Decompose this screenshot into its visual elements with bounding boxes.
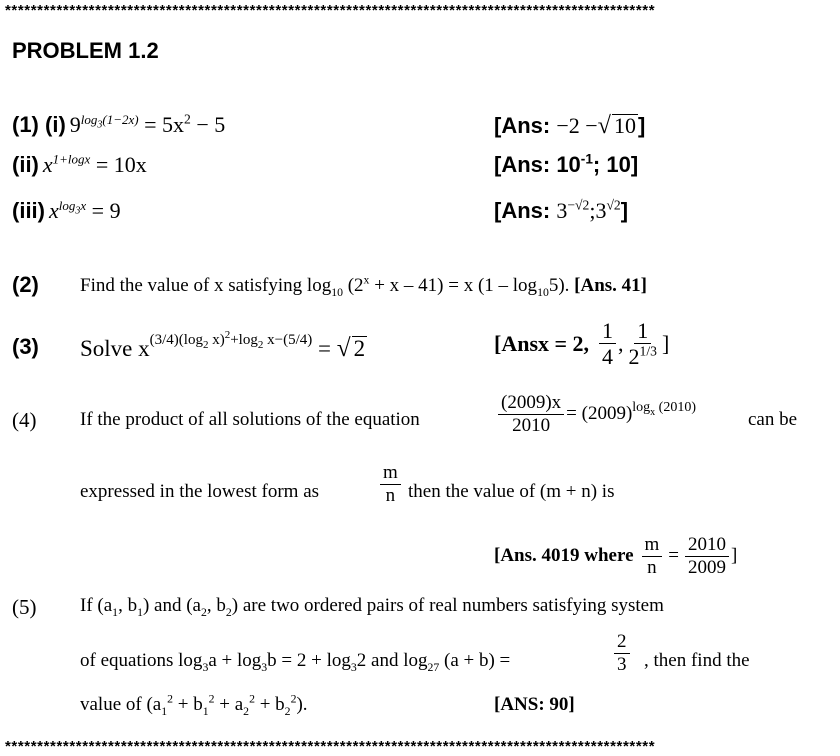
top-star-divider: *****************************************************************************************************: [5, 2, 656, 19]
problem-1-iii: [12, 198, 121, 224]
problem-5-line3: [80, 694, 308, 716]
problem-1-i-label: (1) (i): [12, 112, 66, 137]
ans-value: −2 −: [556, 113, 598, 138]
s2: 3: [261, 660, 268, 674]
ans-values: [556, 198, 620, 223]
s2: 1: [137, 605, 143, 619]
sub2: 10: [537, 285, 549, 299]
s1: 3: [202, 660, 209, 674]
problem-4-line2-a: expressed in the lowest form as: [80, 481, 320, 502]
fraction-2-3: [614, 631, 630, 676]
fraction-1-4: [599, 318, 616, 370]
problem-5-answer: [ANS: 90]: [494, 694, 575, 715]
problem-4-line2-b: then the value of (m + n) is: [408, 481, 615, 502]
t5: ).: [296, 694, 308, 715]
fraction-m-n: [380, 462, 401, 507]
ans-suffix: ]: [620, 198, 629, 223]
t2: a + log: [208, 650, 262, 671]
problem-1-iii-label: (iii): [12, 198, 45, 223]
den: [626, 344, 660, 369]
ans-prefix: [Ans:: [494, 198, 551, 223]
den-pow: 1/3: [639, 343, 657, 359]
s4: 2: [225, 605, 232, 619]
den: 2009: [688, 556, 727, 578]
ans-prefix: [Ans:: [494, 113, 551, 138]
close-bracket: ]: [731, 545, 738, 567]
rhs-pow: 2: [184, 111, 191, 127]
problem-1-ii-equation: [43, 152, 147, 177]
bottom-star-divider: *****************************************************************************************************: [5, 738, 656, 755]
sub: 10: [331, 285, 343, 299]
rhs: = 9: [91, 198, 121, 223]
s2: 1: [202, 704, 209, 718]
t3: + a: [214, 694, 244, 715]
problem-3-answer: [Ansx = 2, $\frac{1}{4}$ , $\frac{1}{2^{1/3}}$ ]: [494, 318, 670, 370]
tail1: + x – 41) = x (1 – log: [369, 275, 538, 296]
problem-5-label: (5): [12, 595, 37, 619]
den: 3: [617, 653, 627, 675]
equals: =: [668, 545, 680, 567]
den-base: 2: [628, 344, 640, 370]
problem-3-text: [80, 322, 367, 362]
rhs-exponent: [632, 399, 696, 418]
page-title: PROBLEM 1.2: [12, 38, 159, 63]
t3: ) and (a: [142, 595, 201, 616]
problem-5-line2-tail: , then find the: [644, 650, 750, 671]
exponent: 1+logx: [52, 151, 91, 167]
t5: ) are two ordered pairs of real numbers satisfying system: [231, 595, 664, 616]
num: 1: [634, 318, 651, 344]
s1: 1: [161, 704, 168, 718]
exp-a: (3/4)(log: [149, 332, 203, 348]
problem-4-mn: [378, 462, 403, 507]
t4: + b: [254, 694, 285, 715]
problem-4-text: If the product of all solutions of the equation: [80, 409, 420, 430]
pow: x: [363, 273, 370, 287]
den: 4: [602, 344, 614, 370]
t1: of equations log: [80, 650, 203, 671]
val-b-exp: √2: [606, 197, 621, 213]
problem-1-i: [12, 112, 225, 138]
mid: (2: [342, 275, 364, 296]
exponent: [80, 111, 139, 131]
p1: 2: [167, 692, 174, 706]
exponent: [58, 197, 87, 217]
t2: + b: [173, 694, 203, 715]
problem-5-line2: [80, 650, 510, 672]
ans-text: [Ans. 4019 where: [494, 545, 634, 567]
exp-sub: 3: [75, 205, 81, 217]
problem-4-answer: [494, 534, 737, 579]
exp-sub: x: [650, 406, 656, 418]
num: 2: [614, 631, 630, 654]
val-a: 3: [556, 198, 568, 223]
exp-tail: x−(5/4): [263, 332, 313, 348]
problem-2-label: (2): [12, 272, 39, 297]
exponent: [149, 329, 313, 351]
problem-2-text: [80, 275, 647, 297]
num: 1: [599, 318, 616, 344]
ans-main: [Ans: 10: [494, 152, 581, 177]
answer-1-ii: [494, 152, 638, 178]
den: n: [647, 556, 657, 578]
den: n: [385, 484, 396, 506]
exp-sub: 2: [202, 339, 209, 351]
s1: 1: [112, 605, 119, 619]
s3: 3: [350, 660, 357, 674]
tail2: 5).: [548, 275, 570, 296]
answer-1-i: [494, 112, 645, 140]
rhs: [318, 336, 367, 361]
text: Solve x: [80, 336, 150, 361]
problem-2: [12, 272, 39, 298]
exp-arg: (1−2x): [102, 111, 139, 127]
t2: , b: [118, 595, 138, 616]
problem-3: [12, 334, 39, 360]
exp-log: log: [80, 111, 98, 127]
base: x: [49, 198, 59, 223]
problem-5-line1: [80, 595, 664, 617]
sqrt-icon: √: [336, 334, 351, 362]
ans-pow: -1: [580, 151, 593, 167]
radicand: 2: [353, 336, 366, 361]
num: 2010: [685, 534, 729, 557]
num: (2009)x: [498, 392, 564, 415]
exp-pow: 2: [224, 329, 231, 341]
exp-log: log: [632, 399, 651, 415]
problem-1-iii-equation: [49, 198, 121, 223]
rhs: = (2009): [566, 403, 633, 425]
problem-4-tail: can be: [748, 409, 798, 430]
ans-suffix: ]: [637, 113, 646, 138]
radicand: 10: [613, 113, 636, 138]
val-a-exp: −√2: [567, 197, 590, 213]
text: Find the value of x satisfying log: [80, 275, 332, 296]
num: m: [642, 534, 663, 557]
exp-log: log: [58, 197, 76, 213]
base: x: [42, 152, 53, 177]
problem-4-label: (4): [12, 408, 37, 432]
rhs-tail: − 5: [190, 112, 226, 137]
exp-sub2: 2: [257, 339, 264, 351]
problem-1-i-equation: [70, 112, 225, 137]
fraction-2009x-2010: [498, 392, 564, 437]
t3: b = 2 + log: [267, 650, 351, 671]
base: 9: [69, 112, 81, 137]
ans-tail: ; 10]: [592, 152, 639, 177]
num: m: [380, 462, 401, 485]
t4: 2 and log: [356, 650, 428, 671]
ans-text: [Ansx = 2,: [494, 330, 590, 356]
problem-2-answer: [Ans. 41]: [574, 275, 647, 296]
rhs: = 10x: [95, 152, 147, 177]
s3: 2: [200, 605, 207, 619]
t4: , b: [206, 595, 226, 616]
problem-1-ii: [12, 152, 147, 178]
s3: 2: [243, 704, 250, 718]
s4: 27: [427, 660, 440, 674]
p3: 2: [249, 692, 255, 706]
exp-mid2: +log: [230, 332, 258, 348]
p4: 2: [290, 692, 297, 706]
equals: =: [317, 336, 331, 361]
exp-arg: (2010): [655, 399, 696, 415]
exp-arg: x: [80, 197, 87, 213]
sqrt-icon: √: [597, 112, 611, 139]
t1: If (a: [80, 595, 113, 616]
t1: value of (a: [80, 694, 162, 715]
t5: (a + b) =: [439, 650, 511, 671]
problem-4-equation: [496, 392, 696, 437]
den: 2010: [512, 414, 551, 436]
rhs: = 5x: [144, 112, 185, 137]
fraction-m-n-ans: [642, 534, 663, 579]
problem-5-fraction: [612, 631, 632, 676]
answer-1-iii: [494, 198, 628, 224]
val-sep: ;3: [589, 198, 607, 223]
exp-sub: 3: [97, 119, 103, 131]
fraction-2010-2009: [685, 534, 729, 579]
problem-1-ii-label: (ii): [12, 152, 39, 177]
fraction-1-cbrt2: [626, 318, 660, 370]
p2: 2: [208, 692, 215, 706]
s4: 2: [284, 704, 291, 718]
close-bracket: ]: [661, 330, 670, 356]
exp-mid: x): [208, 332, 225, 348]
problem-3-label: (3): [12, 334, 39, 359]
